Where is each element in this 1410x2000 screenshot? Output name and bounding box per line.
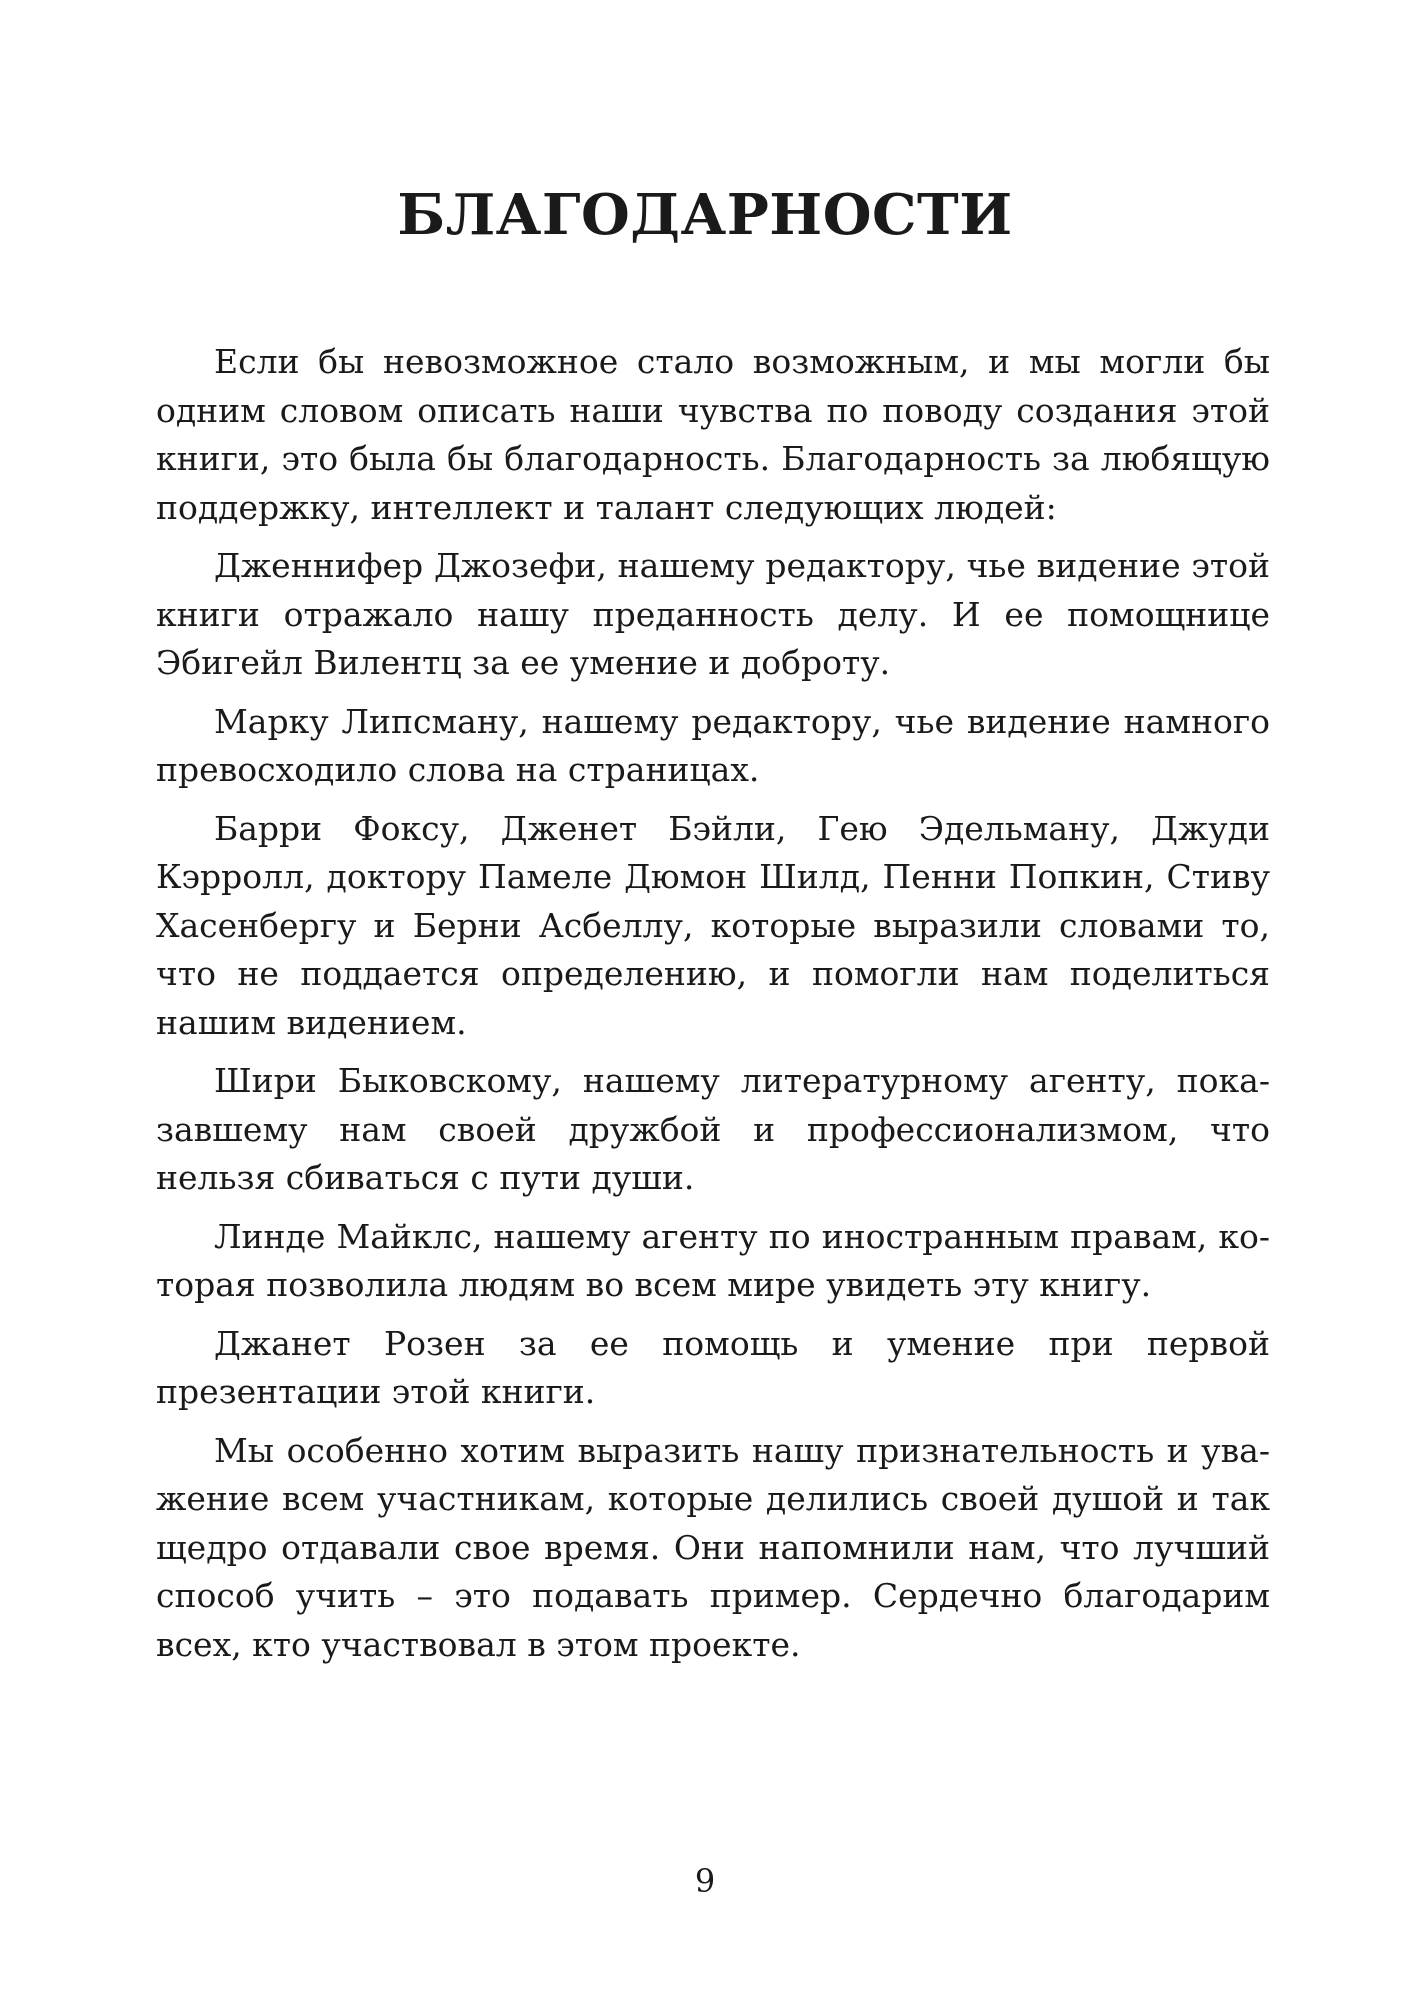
paragraph: Барри Фоксу, Дженет Бэйли, Гею Эдельману, Джуди Кэрролл, доктору Памеле Дюмон Шилд, Пенни Попкин, Стиву Хасенбергу и Берни Асбеллу, которые выразили словами то, что не поддается определению, и помогли нам поделиться нашим видением.	[156, 808, 1270, 1042]
paragraph: Джанет Розен за ее помощь и умение при первой презентации этой книги.	[156, 1323, 1270, 1411]
paragraph: Линде Майклс, нашему агенту по иностранным правам, которая позволила людям во всем мире увидеть эту книгу.	[156, 1216, 1270, 1304]
page-title: БЛАГОДАРНОСТИ	[397, 182, 1013, 248]
page-number: 9	[694, 1862, 716, 1900]
paragraph: Если бы невозможное стало возможным, и мы могли бы одним словом описать наши чувства по поводу создания этой книги, это была бы благодарность. Благодарность за любящую поддержку, интеллект и талант следующих людей:	[156, 342, 1270, 527]
paragraph: Шири Быковскому, нашему литературному агенту, показавшему нам своей дружбой и профессионализмом, что нельзя сбиваться с пути души.	[156, 1061, 1270, 1197]
paragraph: Мы особенно хотим выразить нашу признательность и уважение всем участникам, которые делились своей душой и так щедро отдавали свое время. Они напомнили нам, что лучший способ учить – это подавать пример. Сердечно благодарим всех, кто участвовал в этом проекте.	[156, 1430, 1270, 1664]
body-text	[156, 338, 1270, 1679]
paragraph: Марку Липсману, нашему редактору, чье видение намного превосходило слова на страницах.	[156, 701, 1270, 789]
paragraph: Дженнифер Джозефи, нашему редактору, чье видение этой книги отражало нашу преданность делу. И ее помощнице Эбигейл Вилентц за ее умение и доброту.	[156, 546, 1270, 682]
